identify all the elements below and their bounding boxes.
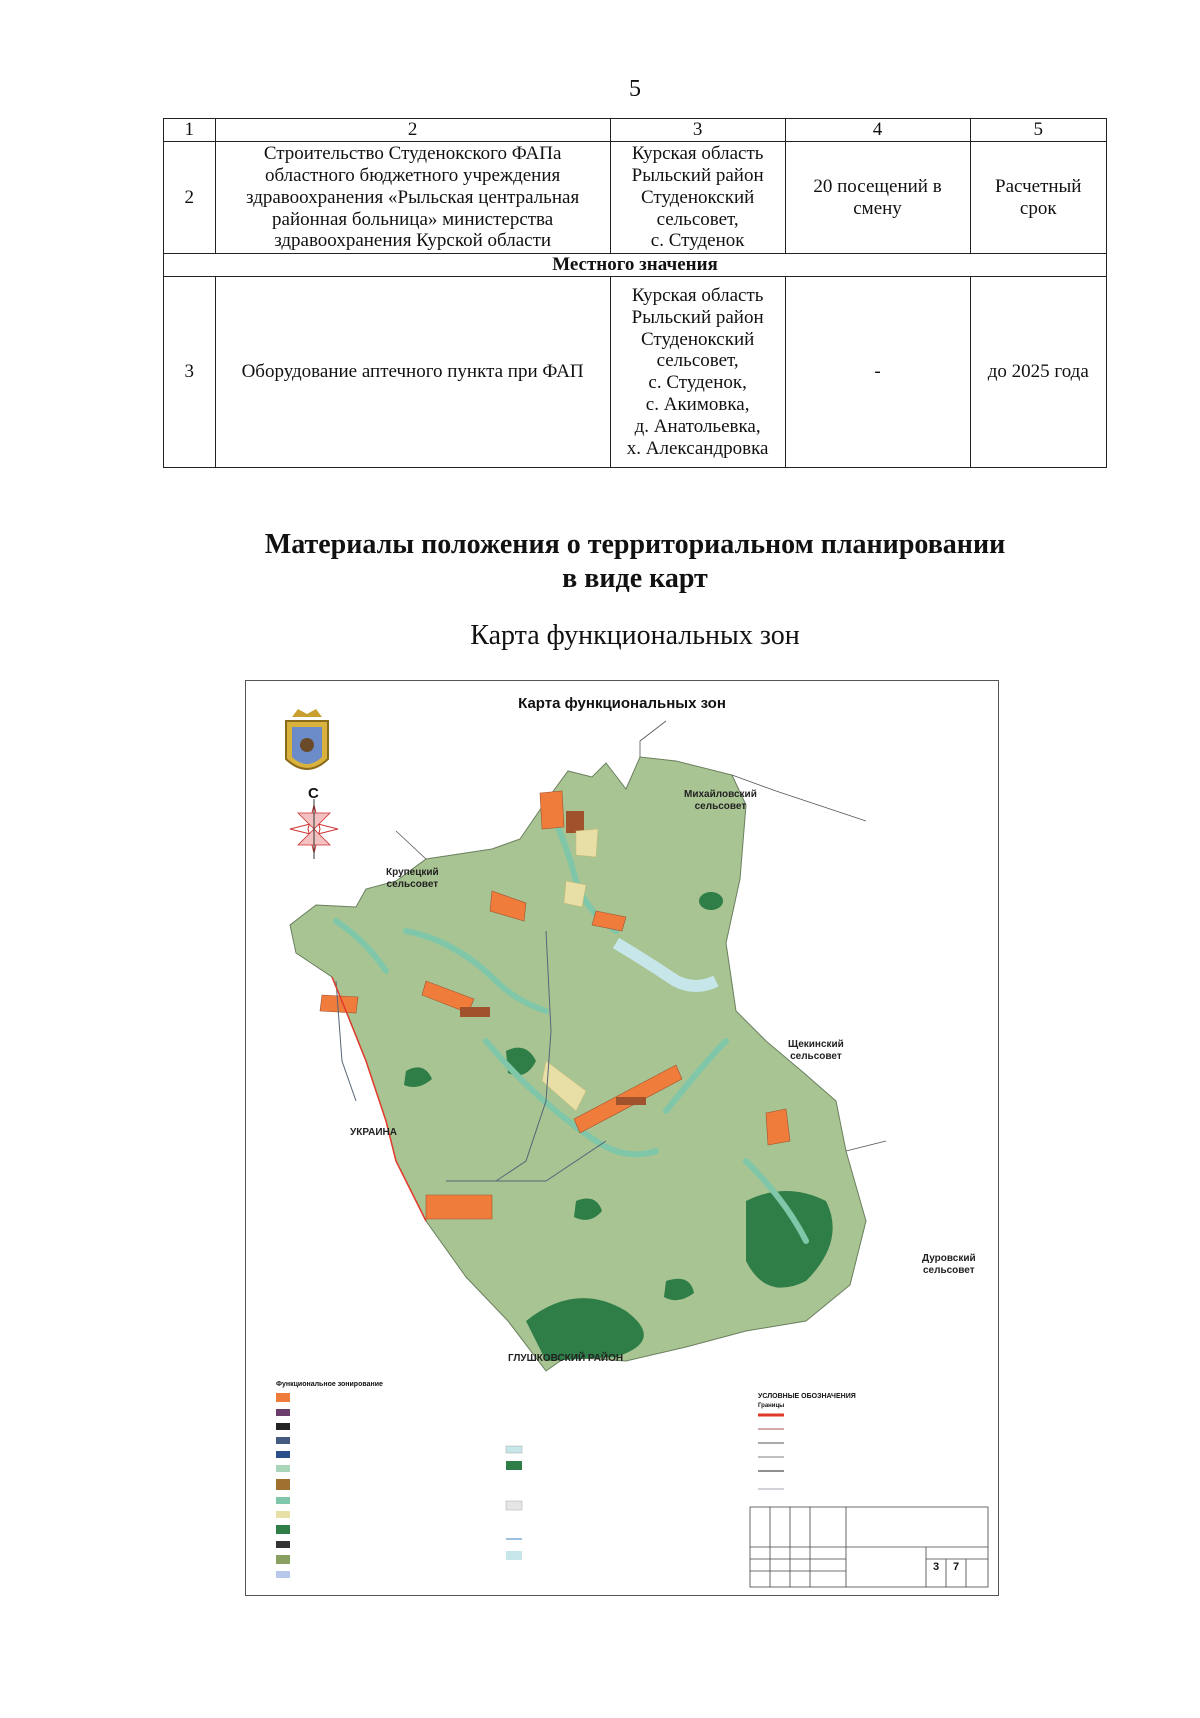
label-line: УКРАИНА [350,1127,397,1138]
heading-line: Материалы положения о территориальном планировании [264,529,1006,560]
objects-table [163,118,1107,468]
object-capacity: - [785,277,970,468]
label-line: сельсовет [923,1264,975,1276]
location-line: Рыльский район [631,164,764,186]
location-line: д. Анатольевка, [634,415,761,437]
sheet-total: 7 [952,1561,960,1573]
location-line: Курская область [631,143,764,164]
label-mikhaylovsky [684,789,757,812]
functional-zones-map [245,680,999,1596]
north-label: С [308,785,319,802]
location-line: с. Студенок, [648,372,747,394]
label-line: сельсовет [790,1050,842,1062]
row-number: 2 [164,142,216,254]
legend-right-subtitle: Границы [758,1403,785,1409]
map-caption: Карта функциональных зон [470,620,800,651]
title-block [750,1507,988,1587]
location-line: с. Студенок [650,230,745,252]
section-title: Местного значения [164,254,1107,277]
section-heading [0,528,1200,595]
label-line: Михайловский [684,789,757,800]
header-cell: 5 [970,119,1106,142]
object-term: до 2025 года [970,277,1106,468]
table-row [164,142,1107,254]
location-line: Студенокский [640,186,755,208]
location-line: сельсовет, [656,350,739,372]
section-row [164,254,1107,277]
label-ukraine [350,1127,397,1139]
sheet-number: 3 [932,1561,940,1573]
label-line: сельсовет [386,878,439,890]
location-line: с. Акимовка, [645,394,750,416]
legend-right-title: УСЛОВНЫЕ ОБОЗНАЧЕНИЯ [758,1393,856,1400]
object-location [610,142,785,254]
header-cell: 4 [785,119,970,142]
object-term: Расчетный срок [970,142,1106,254]
coat-of-arms [286,709,328,769]
label-line: Крупецкий [386,867,439,878]
location-line: сельсовет, [656,208,739,230]
map-title: Карта функциональных зон [518,695,726,712]
location-line: Курская область [631,284,764,306]
label-line: ГЛУШКОВСКИЙ РАЙОН [508,1353,624,1364]
page-number: 5 [629,76,641,102]
label-line: Дуровский [922,1253,976,1264]
header-cell: 2 [215,119,610,142]
label-krupetsky [386,867,439,890]
header-cell: 1 [164,119,216,142]
location-line: Студенокский [640,328,755,350]
object-name: Строительство Студенокского ФАПа областного бюджетного учреждения здравоохранения «Рыльская центральная районная больница» министерства здравоохранения Курской области [215,142,610,254]
label-shchekinsky [788,1039,844,1062]
heading-line: в виде карт [562,562,708,594]
legend-left [276,1393,290,1578]
label-durovsky [922,1253,976,1276]
header-cell: 3 [610,119,785,142]
compass-rose [290,799,338,859]
location-line: Рыльский район [631,306,764,328]
row-number: 3 [164,277,216,468]
legend-middle [506,1446,522,1560]
label-line: сельсовет [694,800,747,812]
table-row [164,277,1107,468]
table-header-row [164,119,1107,142]
legend-left-title: Функциональное зонирование [276,1381,383,1388]
legend-right [758,1415,784,1489]
object-name: Оборудование аптечного пункта при ФАП [215,277,610,468]
label-glushkovsky [508,1353,623,1365]
object-location [610,277,785,468]
location-line: х. Александровка [626,437,769,459]
label-line: Щекинский [788,1039,844,1050]
object-capacity: 20 посещений в смену [785,142,970,254]
